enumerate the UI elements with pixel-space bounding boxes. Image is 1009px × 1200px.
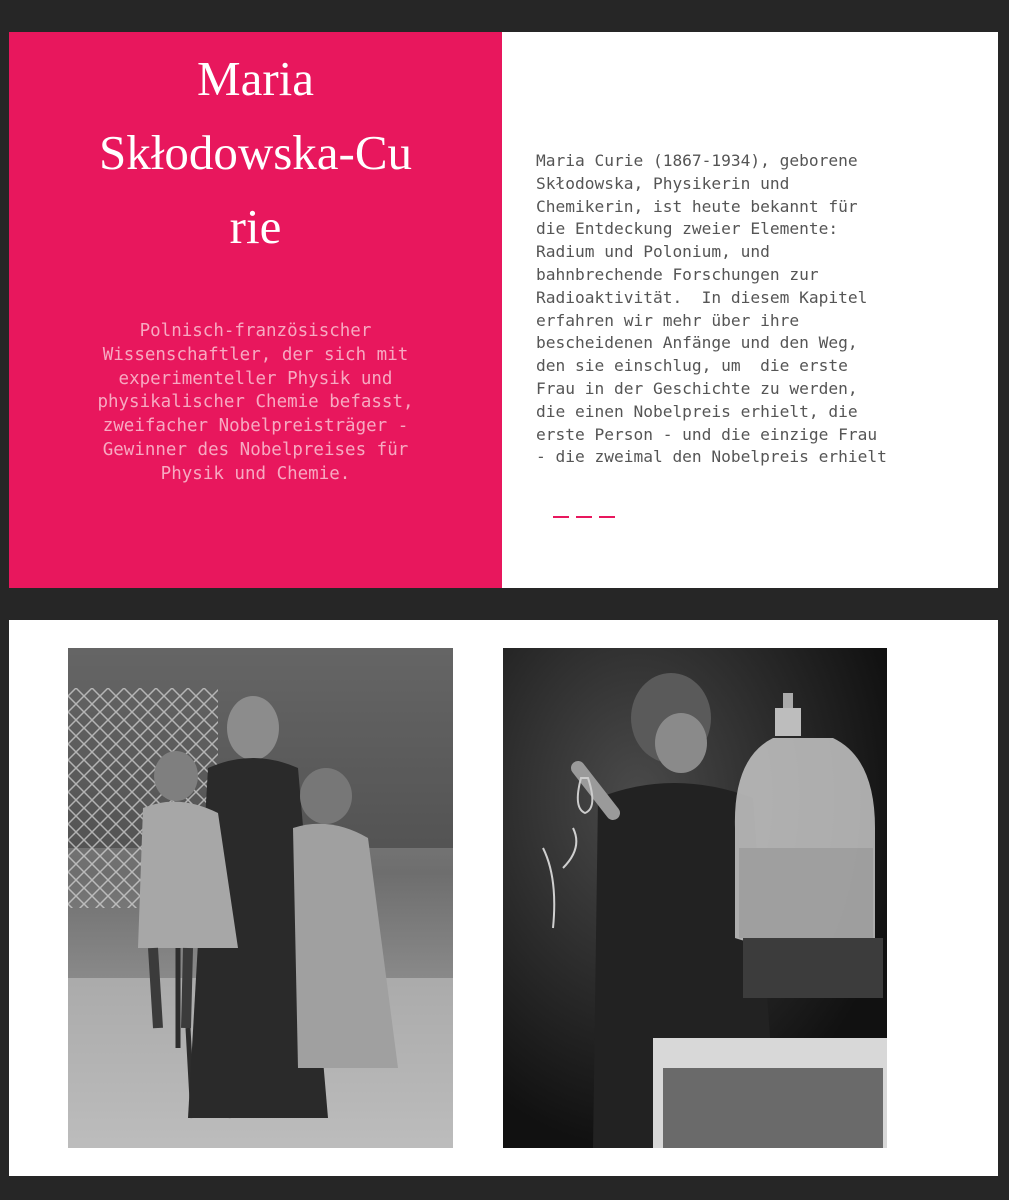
page-title [9,42,502,264]
subtitle-line: Gewinner des Nobelpreises für [102,439,409,460]
subtitle-line: Wissenschaftler, der sich mit [102,344,409,365]
family-photo [68,648,453,1148]
body-paragraph [536,150,976,469]
title-slide [9,32,998,588]
body-line: - die zweimal den Nobelpreis erhielt [536,447,887,467]
body-line: Frau in der Geschichte zu werden, [536,378,858,398]
title-line-3: rie [229,199,282,254]
body-line: bescheidenen Anfänge und den Weg, [536,333,858,353]
dashed-divider [553,516,617,518]
body-line: Chemikerin, ist heute bekannt für [536,196,858,216]
subtitle-line: experimenteller Physik und [118,368,393,389]
body-line: die Entdeckung zweier Elemente: [536,219,839,239]
body-line: die einen Nobelpreis erhielt, die [536,401,858,421]
body-line: Radium und Polonium, und [536,242,770,262]
body-line: Maria Curie (1867-1934), geborene [536,151,858,170]
body-line: Radioaktivität. In diesem Kapitel [536,287,868,307]
title-panel [9,32,502,588]
subtitle-line: Physik und Chemie. [160,463,351,484]
photo-slide [9,620,998,1176]
body-line: erste Person - und die einzige Frau [536,424,878,444]
title-line-1: Maria [197,51,314,106]
body-line: Skłodowska, Physikerin und [536,173,790,193]
body-line: erfahren wir mehr über ihre [536,310,800,330]
body-line: bahnbrechende Forschungen zur [536,264,819,284]
subtitle [49,320,462,487]
subtitle-line: physikalischer Chemie befasst, [97,392,414,413]
subtitle-line: zweifacher Nobelpreisträger - [102,416,409,437]
family-photo-image [68,648,453,1148]
title-line-2: Skłodowska-Cu [98,125,413,180]
lab-photo [503,648,887,1148]
subtitle-line: Polnisch-französischer [139,321,372,341]
body-line: den sie einschlug, um die erste [536,356,848,376]
lab-photo-image [503,648,887,1148]
